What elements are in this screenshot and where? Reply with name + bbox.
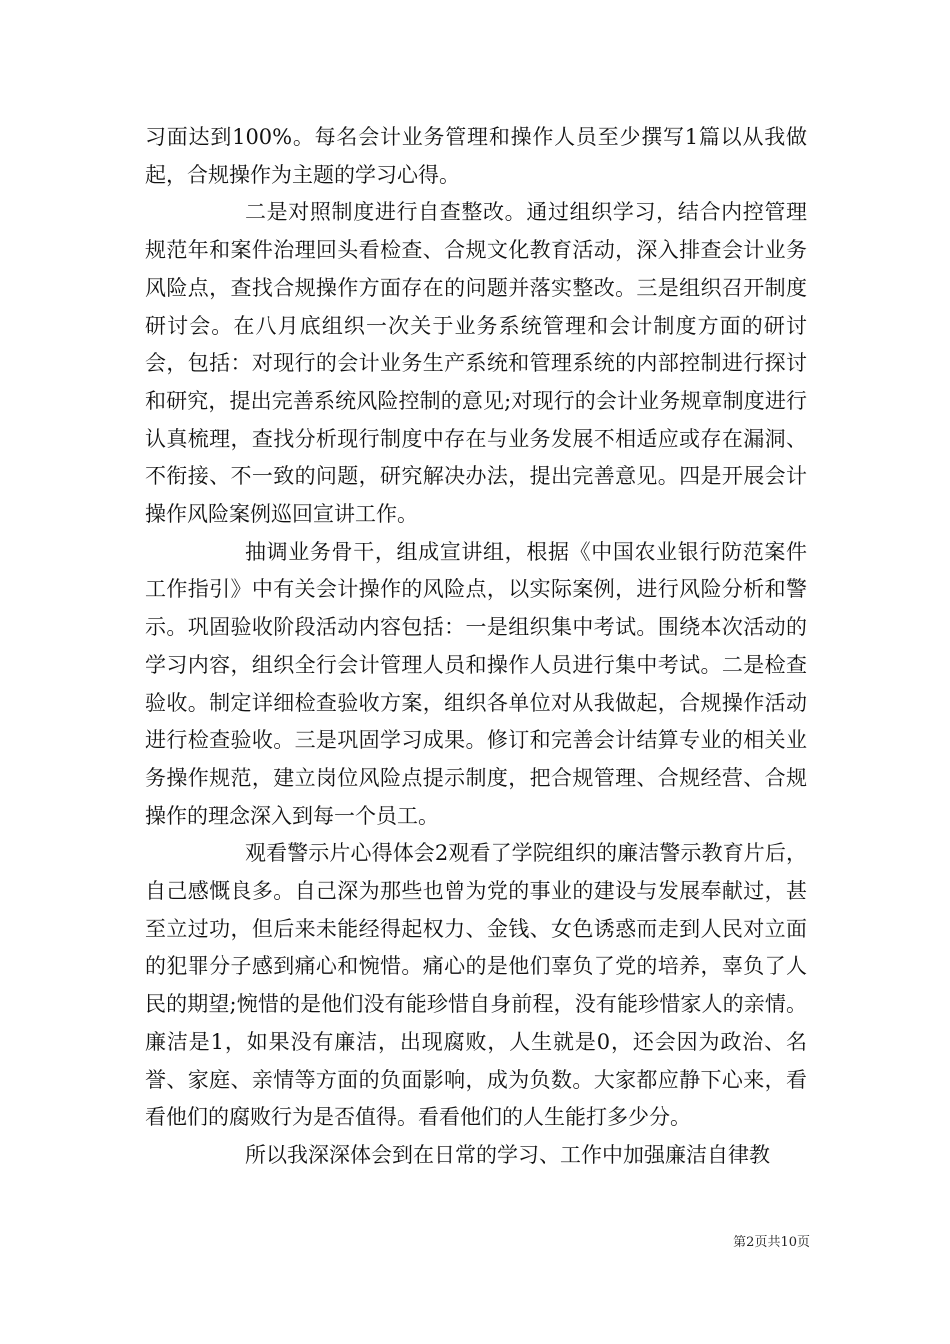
- paragraph-4: 观看警示片心得体会2观看了学院组织的廉洁警示教育片后，自己感慨良多。自己深为那些也曾为党的事业的建设与发展奉献过，甚至立过功，但后来未能经得起权力、金钱、女色诱惑而走到人民对立面的犯罪分子感到痛心和惋惜。痛心的是他们辜负了党的培养，辜负了人民的期望;惋惜的是他们没有能珍惜自身前程，没有能珍惜家人的亲情。廉洁是1，如果没有廉洁，出现腐败，人生就是0，还会因为政治、名誉、家庭、亲情等方面的负面影响，成为负数。大家都应静下心来，看看他们的腐败行为是否值得。看看他们的人生能打多少分。: [145, 841, 807, 1130]
- document-body: [145, 119, 807, 1175]
- paragraph-3: 抽调业务骨干，组成宣讲组，根据《中国农业银行防范案件工作指引》中有关会计操作的风险点，以实际案例，进行风险分析和警示。巩固验收阶段活动内容包括：一是组织集中考试。围绕本次活动的学习内容，组织全行会计管理人员和操作人员进行集中考试。二是检查验收。制定详细检查验收方案，组织各单位对从我做起，合规操作活动进行检查验收。三是巩固学习成果。修订和完善会计结算专业的相关业务操作规范，建立岗位风险点提示制度，把合规管理、合规经营、合规操作的理念深入到每一个员工。: [145, 539, 807, 828]
- paragraph-5: 所以我深深体会到在日常的学习、工作中加强廉洁自律教: [245, 1142, 770, 1167]
- page-number-footer: 第2页共10页: [733, 1235, 810, 1250]
- paragraph-1: 习面达到100%。每名会计业务管理和操作人员至少撰写1篇以从我做起，合规操作为主题的学习心得。: [145, 125, 807, 187]
- paragraph-2: 二是对照制度进行自查整改。通过组织学习，结合内控管理规范年和案件治理回头看检查、合规文化教育活动，深入排查会计业务风险点，查找合规操作方面存在的问题并落实整改。三是组织召开制度研讨会。在八月底组织一次关于业务系统管理和会计制度方面的研讨会，包括：对现行的会计业务生产系统和管理系统的内部控制进行探讨和研究，提出完善系统风险控制的意见;对现行的会计业务规章制度进行认真梳理，查找分析现行制度中存在与业务发展不相适应或存在漏洞、不衔接、不一致的问题，研究解决办法，提出完善意见。四是开展会计操作风险案例巡回宣讲工作。: [145, 200, 807, 527]
